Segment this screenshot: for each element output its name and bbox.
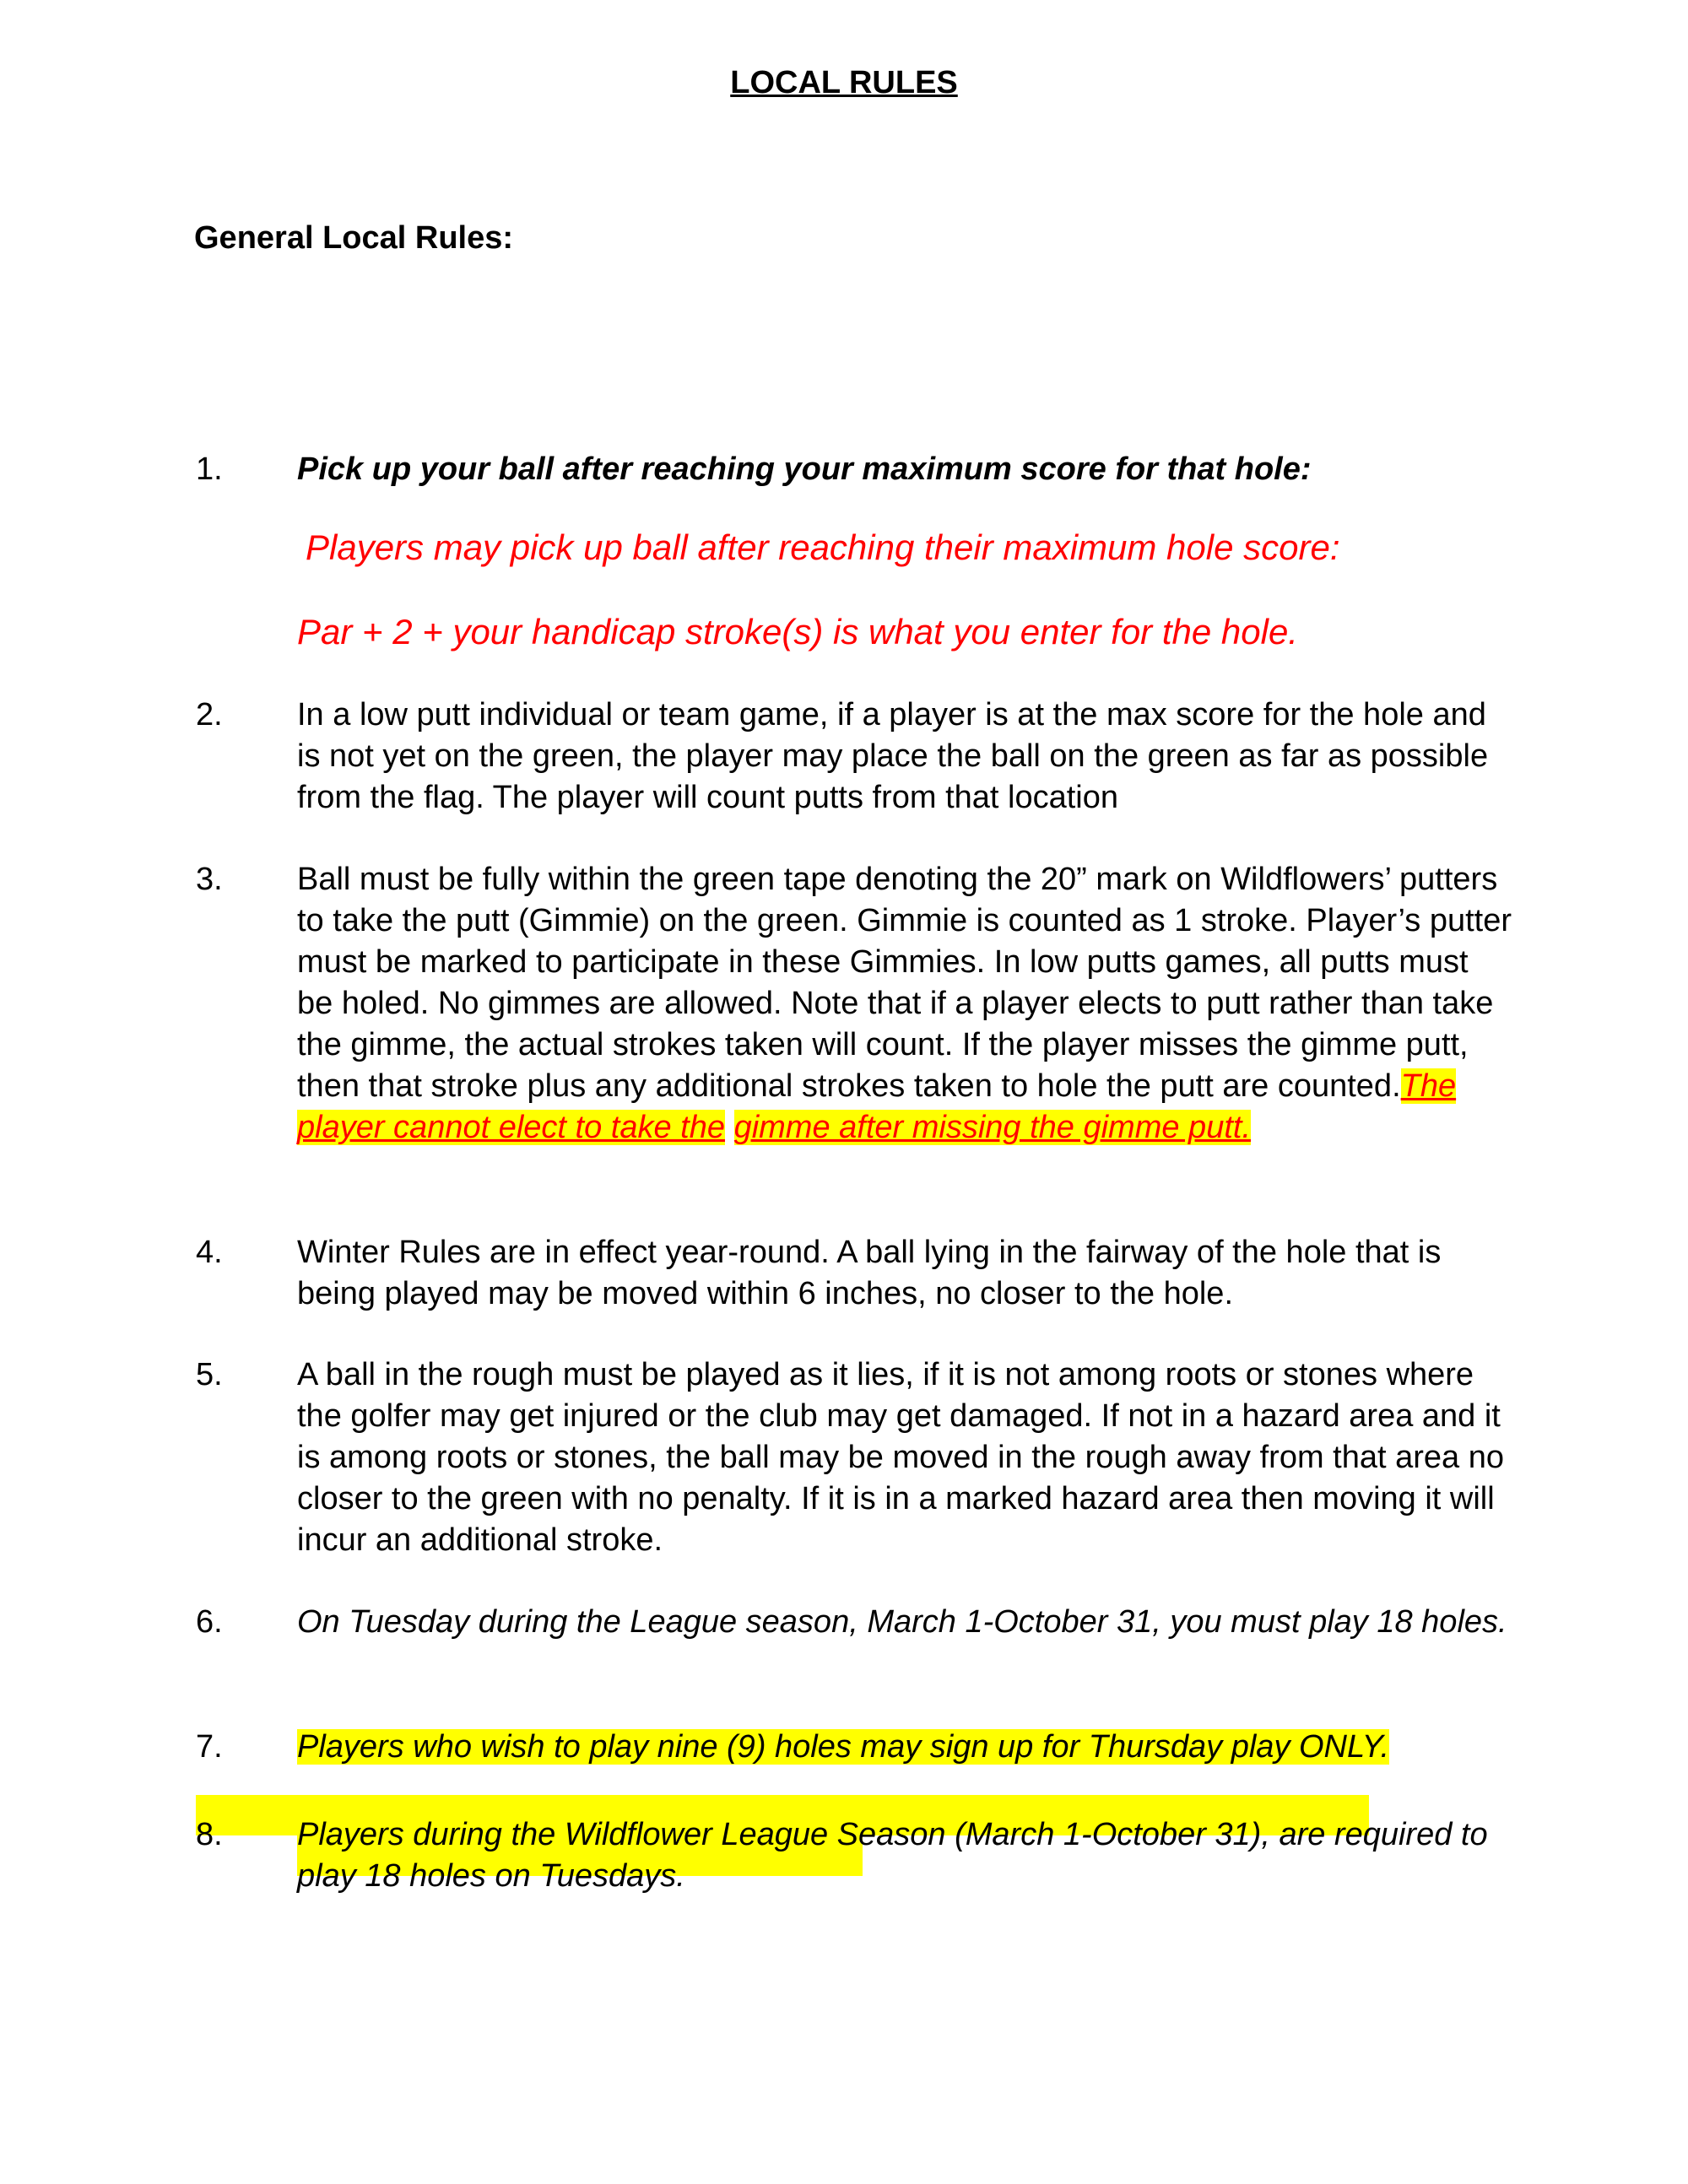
rule-number: 5.	[196, 1357, 223, 1392]
highlighted-note-a: The player cannot elect to take the	[297, 1068, 1457, 1145]
page-title: LOCAL RULES	[730, 65, 958, 100]
rule-number: 1.	[196, 451, 223, 487]
rule-note-red-2: Par + 2 + your handicap stroke(s) is what you enter for the hole.	[297, 612, 1298, 651]
highlighted-note-b: gimme after missing the gimme putt.	[733, 1110, 1251, 1145]
rule-number: 4.	[196, 1235, 223, 1270]
highlighted-text: Players who wish to play nine (9) holes may sign up for Thursday play ONLY.	[297, 1729, 1390, 1765]
rule-text: Winter Rules are in effect year-round. A ball lying in the fairway of the hole that is being played may be moved within 6 inches, no closer to the hole.	[297, 1235, 1442, 1311]
rule-text: A ball in the rough must be played as it lies, if it is not among roots or stones where the golfer may get injured or the club may get damaged. If not in a hazard area and it is among roots or stones, the ball may be moved in the rough away from that area no closer to the green with no penalty. If it is in a marked hazard area then moving it will incur an additional stroke.	[297, 1357, 1504, 1558]
rule-text: Ball must be fully within the green tape denoting the 20” mark on Wildflowers’ putters to take the putt (Gimmie) on the green. Gimmie is counted as 1 stroke. Player’s putter must be marked to participate in these Gimmies. In low putts games, all putts must be holed. No gimmes are allowed. Note that if a player elects to putt rather than take the gimme, the actual strokes taken will count. If the player misses the gimme putt, then that stroke plus any additional strokes taken to hole the putt are counted.	[297, 862, 1512, 1104]
rule-number: 6.	[196, 1604, 223, 1640]
rule-text: In a low putt individual or team game, if a player is at the max score for the hole and is not yet on the green, the player may place the ball on the green as far as possible from the flag. The player will count putts from that location	[297, 697, 1489, 815]
rule-number: 3.	[196, 862, 223, 897]
rule-number: 2.	[196, 697, 223, 733]
rule-text	[297, 1727, 1512, 1768]
rule-note-red-1: Players may pick up ball after reaching their maximum hole score:	[306, 527, 1340, 567]
rule-number: 8.	[196, 1817, 223, 1852]
rule-number: 7.	[196, 1729, 223, 1765]
rule-heading: Pick up your ball after reaching your maximum score for that hole:	[297, 451, 1312, 487]
rule-text: Players during the Wildflower League Season (March 1-October 31), are required to play 18 holes on Tuesdays.	[297, 1817, 1488, 1894]
rule-text-block	[297, 859, 1512, 1149]
rule-text: On Tuesday during the League season, March 1-October 31, you must play 18 holes.	[297, 1604, 1507, 1640]
section-heading: General Local Rules:	[194, 220, 514, 256]
